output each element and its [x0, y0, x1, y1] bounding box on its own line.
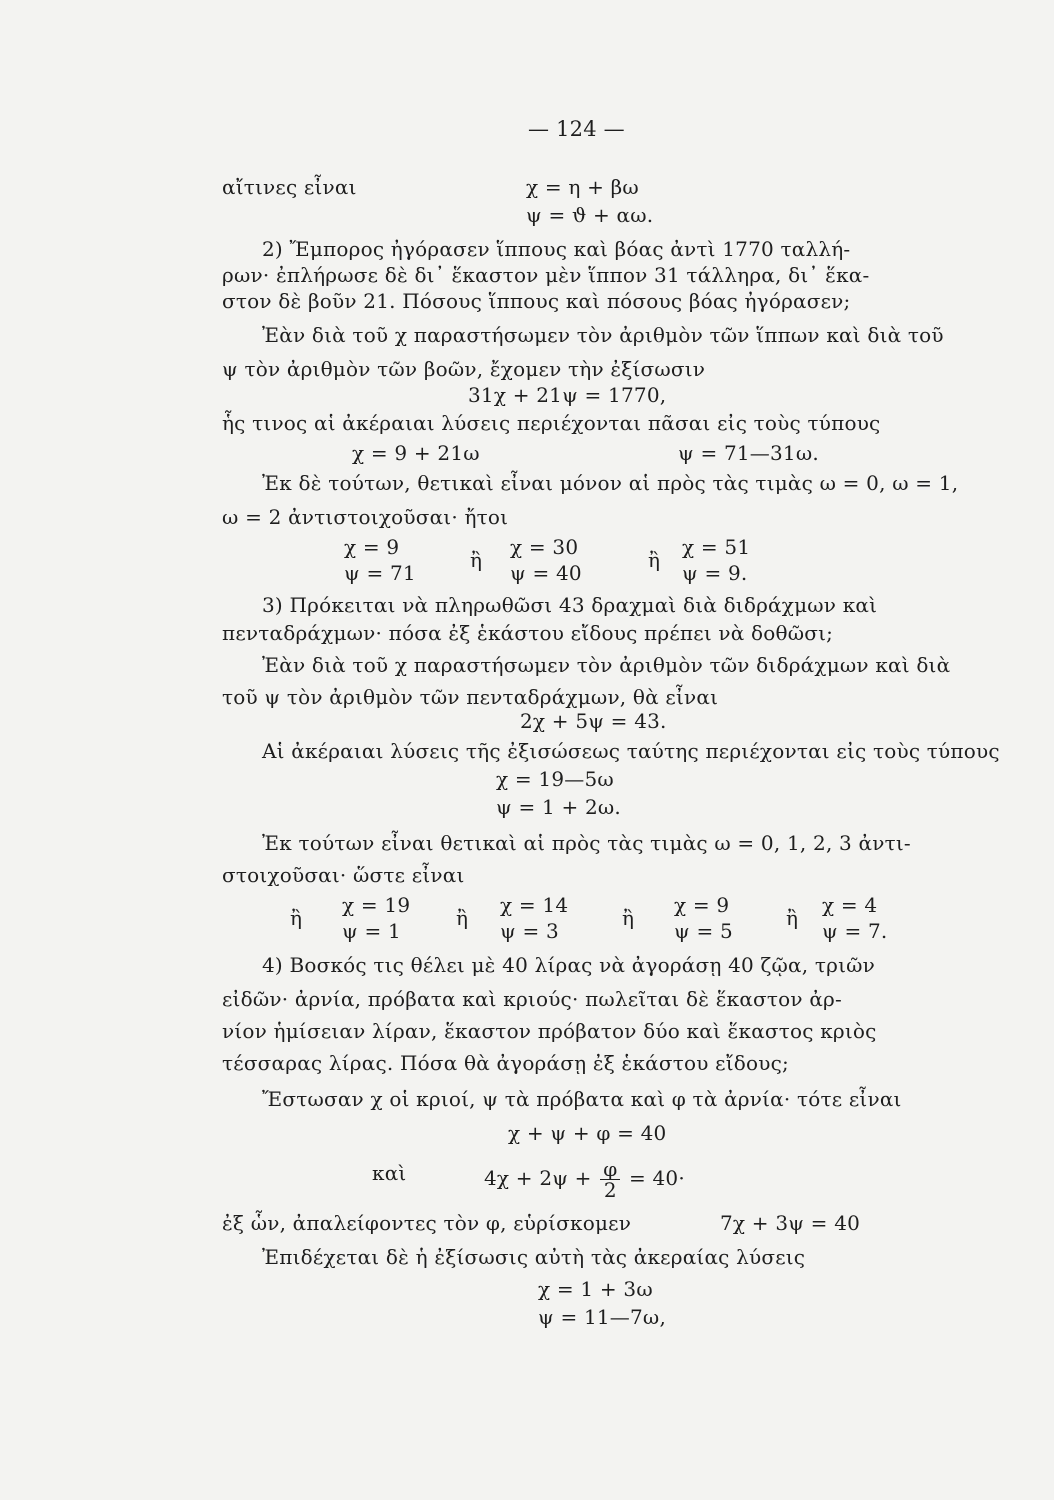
problem3-sol5: στοιχοῦσαι· ὥστε εἶναι: [222, 863, 465, 887]
problem4-sol3: Ἐπιδέχεται δὲ ἡ ἐξίσωσις αὐτὴ τὰς ἀκεραίας λύσεις: [262, 1245, 806, 1269]
problem4-eq2-right: = 40·: [628, 1166, 685, 1190]
problem2-sol2: ψ τὸν ἀριθμὸν τῶν βοῶν, ἔχομεν τὴν ἐξίσωσιν: [222, 357, 706, 381]
p3-solution-3-x: χ = 9: [674, 893, 730, 917]
p3-or-3: ἢ: [786, 906, 798, 930]
problem4-eq2: [484, 1148, 685, 1208]
p2-solution-3-y: ψ = 9.: [682, 561, 748, 585]
problem4-kai: καὶ: [372, 1161, 407, 1185]
problem3-sol4: Ἐκ τούτων εἶναι θετικαὶ αἱ πρὸς τὰς τιμὰς ω = 0, 1, 2, 3 ἀντι-: [262, 831, 911, 855]
problem2-sol4: Ἐκ δὲ τούτων, θετικαὶ εἶναι μόνον αἱ πρὸς τὰς τιμὰς ω = 0, ω = 1,: [262, 471, 959, 495]
problem4-line3: νίον ἡμίσειαν λίραν, ἕκαστον πρόβατον δύο καὶ ἕκαστος κριὸς: [222, 1019, 877, 1043]
problem4-line2: εἰδῶν· ἀρνία, πρόβατα καὶ κριούς· πωλεῖται δὲ ἕκαστον ἀρ-: [222, 987, 842, 1011]
problem2-line1: 2) Ἔμπορος ἠγόρασεν ἵππους καὶ βόας ἀντὶ 1770 ταλλή-: [262, 237, 851, 261]
problem2-sol3: ἧς τινος αἱ ἀκέραιαι λύσεις περιέχονται πᾶσαι εἰς τοὺς τύπους: [222, 411, 881, 435]
p3-solution-2-x: χ = 14: [500, 893, 569, 917]
p2-or-2: ἢ: [648, 548, 660, 572]
p3-or-1: ἢ: [456, 906, 468, 930]
problem3-formula-y: ψ = 1 + 2ω.: [496, 795, 621, 819]
problem3-line2: πενταδράχμων· πόσα ἐξ ἑκάστου εἴδους πρέπει νὰ δοθῶσι;: [222, 621, 834, 645]
p3-solution-1-x: χ = 19: [342, 893, 411, 917]
p3-or-0: ἢ: [290, 906, 302, 930]
p3-solution-2-y: ψ = 3: [500, 919, 559, 943]
intro-text: αἴτινες εἶναι: [222, 175, 357, 199]
problem2-equation: 31χ + 21ψ = 1770,: [468, 383, 667, 407]
problem2-formula-y: ψ = 71—31ω.: [678, 441, 819, 465]
problem2-line3: στον δὲ βοῦν 21. Πόσους ἵππους καὶ πόσους βόας ἠγόρασεν;: [222, 289, 851, 313]
p2-or-1: ἢ: [470, 548, 482, 572]
problem4-formula-x: χ = 1 + 3ω: [538, 1277, 653, 1301]
page-number: — 124 —: [528, 117, 625, 141]
problem2-line2: ρων· ἐπλήρωσε δὲ δι᾽ ἕκαστον μὲν ἵππον 31 τάλληρα, δι᾽ ἕκα-: [222, 263, 870, 287]
p3-solution-4-x: χ = 4: [822, 893, 878, 917]
p2-solution-1-x: χ = 9: [344, 535, 400, 559]
problem3-line1: 3) Πρόκειται νὰ πληρωθῶσι 43 δραχμαὶ διὰ διδράχμων καὶ: [262, 593, 878, 617]
p2-solution-1-y: ψ = 71: [344, 561, 416, 585]
intro-eq-x: χ = η + βω: [526, 175, 639, 199]
problem4-eq3: 7χ + 3ψ = 40: [720, 1211, 861, 1235]
problem2-sol1: Ἐὰν διὰ τοῦ χ παραστήσωμεν τὸν ἀριθμὸν τῶν ἵππων καὶ διὰ τοῦ: [262, 323, 944, 347]
problem3-sol3: Αἱ ἀκέραιαι λύσεις τῆς ἐξισώσεως ταύτης περιέχονται εἰς τοὺς τύπους: [262, 739, 1000, 763]
p3-solution-1-y: ψ = 1: [342, 919, 401, 943]
problem3-formula-x: χ = 19—5ω: [496, 767, 614, 791]
problem4-eq2-fraction: [600, 1159, 620, 1200]
problem2-sol5: ω = 2 ἀντιστοιχοῦσαι· ἤτοι: [222, 505, 509, 529]
problem4-formula-y: ψ = 11—7ω,: [538, 1305, 666, 1329]
problem3-equation: 2χ + 5ψ = 43.: [520, 709, 667, 733]
problem4-eq1: χ + ψ + φ = 40: [508, 1121, 667, 1145]
problem4-eq2-denominator: 2: [603, 1178, 617, 1202]
p2-solution-2-y: ψ = 40: [510, 561, 582, 585]
problem4-line4: τέσσαρας λίρας. Πόσα θὰ ἀγοράσῃ ἐξ ἑκάστου εἴδους;: [222, 1051, 789, 1075]
intro-eq-y: ψ = ϑ + αω.: [526, 203, 654, 227]
problem3-sol2: τοῦ ψ τὸν ἀριθμὸν τῶν πενταδράχμων, θὰ εἶναι: [222, 685, 719, 709]
problem3-sol1: Ἐὰν διὰ τοῦ χ παραστήσωμεν τὸν ἀριθμὸν τῶν διδράχμων καὶ διὰ: [262, 653, 951, 677]
problem4-sol1: Ἔστωσαν χ οἱ κριοί, ψ τὰ πρόβατα καὶ φ τὰ ἀρνία· τότε εἶναι: [262, 1087, 902, 1111]
problem4-sol2: ἐξ ὧν, ἀπαλείφοντες τὸν φ, εὑρίσκομεν: [222, 1211, 632, 1235]
p3-solution-3-y: ψ = 5: [674, 919, 733, 943]
problem4-eq2-numerator: φ: [600, 1159, 620, 1180]
p2-solution-2-x: χ = 30: [510, 535, 579, 559]
problem2-formula-x: χ = 9 + 21ω: [352, 441, 480, 465]
problem4-line1: 4) Βοσκός τις θέλει μὲ 40 λίρας νὰ ἀγοράσῃ 40 ζῷα, τριῶν: [262, 953, 875, 977]
p3-or-2: ἢ: [622, 906, 634, 930]
problem4-eq2-left: 4χ + 2ψ +: [484, 1166, 592, 1190]
p3-solution-4-y: ψ = 7.: [822, 919, 888, 943]
p2-solution-3-x: χ = 51: [682, 535, 751, 559]
